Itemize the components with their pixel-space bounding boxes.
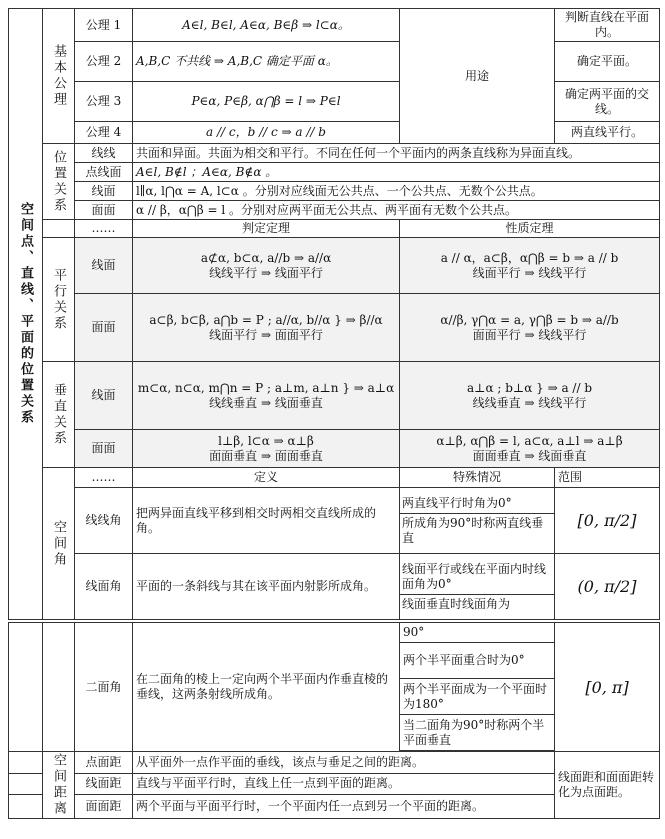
- axiom-name: 公理 1: [75, 9, 133, 42]
- axiom-use: 确定两平面的交线。: [555, 82, 660, 122]
- axiom-content: A,B,C 不共线 ⇒ A,B,C 确定平面 α。: [133, 42, 400, 82]
- axiom-content: P∈α, P∈β, α⋂β = l ⇒ P∈l: [133, 82, 400, 122]
- position-name: 线线: [75, 144, 133, 163]
- perp-name: 面面: [75, 430, 133, 468]
- parallel-header-prop: 性质定理: [400, 220, 660, 238]
- angle-special: 两直线平行时角为0°: [400, 494, 554, 514]
- dihedral-def: 在二面角的棱上一定向两个半平面内作垂直棱的垂线，这两条射线所成角。: [133, 623, 400, 752]
- axiom-content: A∈l, B∈l, A∈α, B∈β ⇒ l⊂α。: [133, 9, 400, 42]
- angle-special: 线面平行或线在平面内时线面角为0°: [400, 560, 554, 595]
- dihedral-special: 两个半平面重合时为0°: [400, 643, 555, 679]
- continuation-table: [8, 622, 659, 819]
- axiom-name: 公理 4: [75, 122, 133, 144]
- perp-name: 线面: [75, 362, 133, 430]
- parallel-label: 平行关系: [43, 238, 75, 362]
- distance-note: 线面距和面面距转化为点面距。: [555, 752, 660, 819]
- position-label: 位置关系: [43, 144, 75, 220]
- perp-label: 垂直关系: [43, 362, 75, 468]
- angle-special: 所成角为90°时称两直线垂直: [402, 515, 544, 545]
- distance-name: 点面距: [75, 752, 133, 774]
- perp-judge: m⊂α, n⊂α, m⋂n = P ; a⊥m, a⊥n } ⇒ a⊥α: [137, 380, 395, 395]
- basic-label: 基本公理: [43, 9, 75, 144]
- perp-prop-text: 面面垂直 ⇒ 线面垂直: [472, 448, 587, 463]
- parallel-judge: a⊄α, b⊂α, a//b ⇒ a//α: [200, 250, 332, 265]
- distance-name: 面面距: [75, 795, 133, 819]
- dihedral-top-special: 90°: [400, 623, 555, 643]
- distance-label: 空间距离: [43, 752, 75, 819]
- angle-header-special: 特殊情况: [400, 468, 555, 488]
- distance-name: 线面距: [75, 773, 133, 795]
- dihedral-range: [0, π]: [555, 623, 660, 752]
- perp-judge-text: 线线垂直 ⇒ 线面垂直: [209, 395, 323, 410]
- angle-def: 把两异面直线平移到相交时两相交直线所成的角。: [133, 488, 400, 554]
- dihedral-name: 二面角: [75, 623, 133, 752]
- angle-header-dots: ……: [75, 468, 133, 488]
- position-content: A∈l, B∉l ；A∈α, B∉α 。: [133, 163, 660, 182]
- angle-def: 平面的一条斜线与其在该平面内射影所成角。: [133, 554, 400, 620]
- parallel-name: 面面: [75, 294, 133, 362]
- parallel-prop-text: 面面平行 ⇒ 线线平行: [472, 327, 587, 342]
- parallel-header-dots: ……: [75, 220, 133, 238]
- position-name: 点线面: [75, 163, 133, 182]
- parallel-judge-text: 线线平行 ⇒ 线面平行: [209, 265, 323, 280]
- perp-prop: a⊥α ; b⊥α } ⇒ a // b: [467, 380, 592, 395]
- angle-range: (0, π/2]: [555, 554, 660, 620]
- angle-range: [0, π/2]: [555, 488, 660, 554]
- parallel-prop: α//β, γ⋂α = a, γ⋂β = b ⇒ a//b: [440, 312, 619, 327]
- distance-content: 两个平面与平面平行时，一个平面内任一点到另一个平面的距离。: [133, 795, 555, 819]
- main-table: [8, 8, 659, 620]
- position-content: α // β，α⋂β = l 。分别对应两平面无公共点、两平面有无数个公共点。: [133, 201, 660, 220]
- axiom-use: 确定平面。: [555, 42, 660, 82]
- angle-name: 线线角: [75, 488, 133, 554]
- section-title: 空间点、直线、平面的位置关系: [9, 9, 43, 620]
- angle-special: 线面垂直时线面角为: [402, 596, 511, 611]
- parallel-judge-text: 线面平行 ⇒ 面面平行: [209, 327, 323, 342]
- parallel-name: 线面: [75, 238, 133, 294]
- perp-judge-text: 面面垂直 ⇒ 面面垂直: [209, 448, 323, 463]
- parallel-judge: a⊂β, b⊂β, a⋂b = P ; a//α, b//α } ⇒ β//α: [149, 312, 383, 327]
- position-content: 共面和异面。共面为相交和平行。不同在任何一个平面内的两条直线称为异面直线。: [133, 144, 660, 163]
- parallel-prop: a // α，a⊂β，α⋂β = b ⇒ a // b: [440, 250, 619, 265]
- position-name: 线面: [75, 182, 133, 201]
- dihedral-special: 两个半平面成为一个平面时为180°: [400, 679, 555, 715]
- distance-content: 从平面外一点作平面的垂线，该点与垂足之间的距离。: [133, 752, 555, 774]
- dihedral-special: 当二面角为90°时称两个半平面垂直: [400, 715, 555, 751]
- distance-content: 直线与平面平行时，直线上任一点到平面的距离。: [133, 773, 555, 795]
- axiom-name: 公理 3: [75, 82, 133, 122]
- perp-prop: α⊥β, α⋂β = l, a⊂α, a⊥l ⇒ a⊥β: [436, 433, 623, 448]
- angle-label: 空间角: [43, 468, 75, 620]
- axiom-use: 判断直线在平面内。: [555, 9, 660, 42]
- axiom-use: 两直线平行。: [555, 122, 660, 144]
- axiom-name: 公理 2: [75, 42, 133, 82]
- position-name: 面面: [75, 201, 133, 220]
- angle-header-def: 定义: [133, 468, 400, 488]
- perp-prop-text: 线线垂直 ⇒ 线线平行: [472, 395, 587, 410]
- parallel-prop-text: 线面平行 ⇒ 线线平行: [472, 265, 587, 280]
- parallel-header-judge: 判定定理: [133, 220, 400, 238]
- angle-name: 线面角: [75, 554, 133, 620]
- axiom-content: a // c，b // c ⇒ a // b: [133, 122, 400, 144]
- perp-judge: l⊥β, l⊂α ⇒ α⊥β: [218, 433, 314, 448]
- usage-label: 用途: [400, 9, 555, 144]
- angle-header-range: 范围: [555, 468, 660, 488]
- position-content: l∥α, l⋂α = A, l⊂α 。分别对应线面无公共点、一个公共点、无数个公共点。: [133, 182, 660, 201]
